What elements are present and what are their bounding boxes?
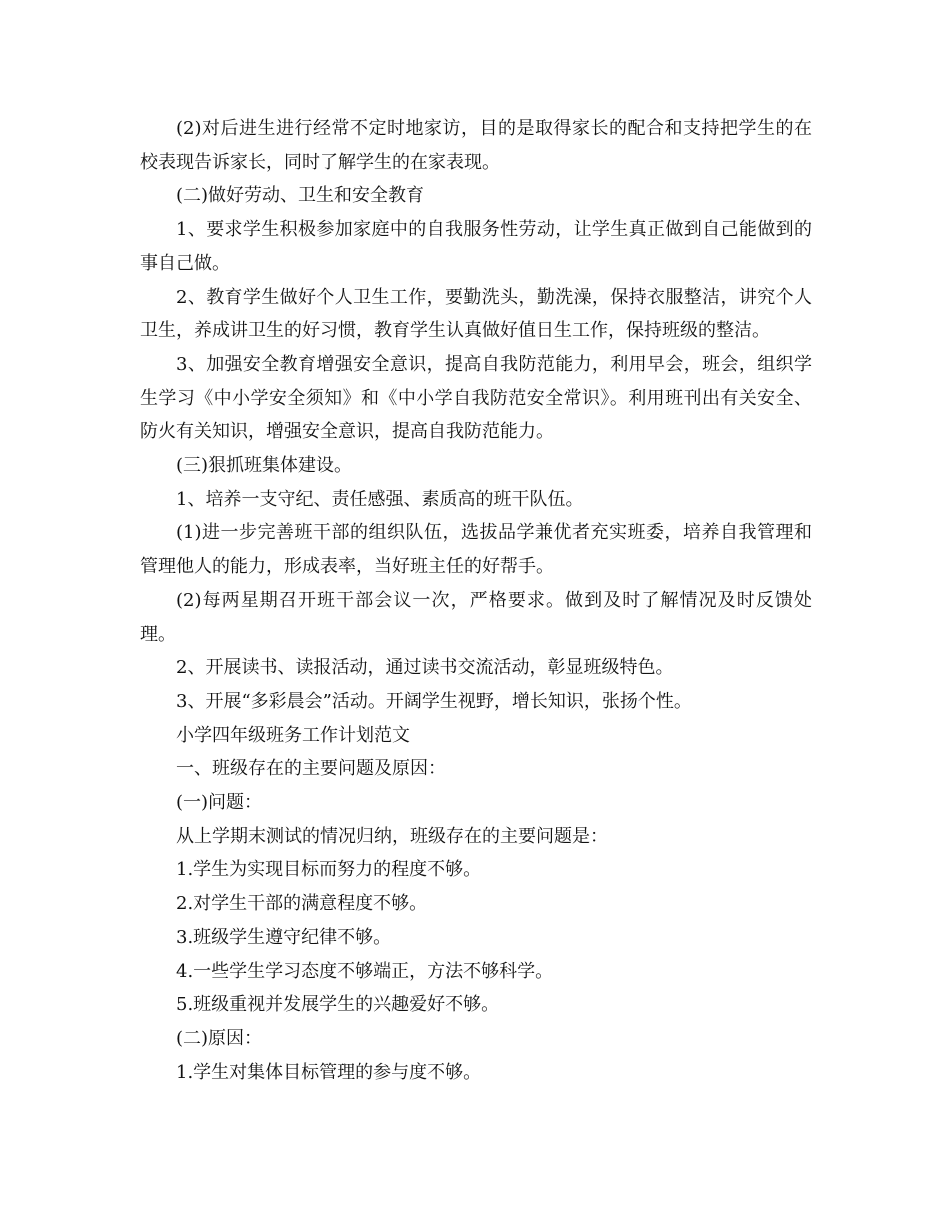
list-item: 4.一些学生学习态度不够端正，方法不够科学。 [176, 960, 554, 982]
paragraph: 3、加强安全教育增强安全意识，提高自我防范能力，利用早会，班会，组织学生学习《中小学安全须知》和《中小学自我防范安全常识》。利用班刊出有关安全、防火有关知识，增强安全意识，提高自我防范能力。 [140, 353, 812, 443]
list-item: 1.学生对集体目标管理的参与度不够。 [176, 1061, 482, 1083]
document-body [140, 112, 812, 1089]
paragraph: 3、开展“多彩晨会”活动。开阔学生视野，增长知识，张扬个性。 [176, 690, 692, 712]
paragraph: 2、教育学生做好个人卫生工作，要勤洗头，勤洗澡，保持衣服整洁，讲究个人卫生，养成讲卫生的好习惯，教育学生认真做好值日生工作，保持班级的整洁。 [140, 286, 812, 342]
section-heading: (一)问题： [176, 792, 263, 814]
paragraph: (2)每两星期召开班干部会议一次，严格要求。做到及时了解情况及时反馈处理。 [140, 589, 812, 645]
list-item: 1.学生为实现目标而努力的程度不够。 [176, 859, 482, 881]
section-heading: (二)做好劳动、卫生和安全教育 [176, 185, 425, 207]
paragraph: (2)对后进生进行经常不定时地家访，目的是取得家长的配合和支持把学生的在校表现告诉家长，同时了解学生的在家表现。 [140, 118, 812, 173]
paragraph: 1、培养一支守纪、责任感强、素质高的班干队伍。 [176, 488, 584, 510]
list-item: 2.对学生干部的满意程度不够。 [176, 893, 428, 915]
paragraph: 2、开展读书、读报活动，通过读书交流活动，彰显班级特色。 [176, 657, 674, 679]
list-item: 5.班级重视并发展学生的兴趣爱好不够。 [176, 994, 500, 1016]
paragraph: (1)进一步完善班干部的组织队伍，选拔品学兼优者充实班委，培养自我管理和管理他人的能力，形成表率，当好班主任的好帮手。 [140, 522, 812, 578]
section-heading: (二)原因： [176, 1027, 263, 1049]
list-item: 3.班级学生遵守纪律不够。 [176, 926, 392, 948]
section-heading: (三)狠抓班集体建设。 [176, 455, 353, 477]
section-heading: 一、班级存在的主要问题及原因： [176, 758, 446, 780]
paragraph: 从上学期末测试的情况归纳，班级存在的主要问题是： [176, 825, 608, 847]
document-title: 小学四年级班务工作计划范文 [176, 724, 410, 746]
paragraph: 1、要求学生积极参加家庭中的自我服务性劳动，让学生真正做到自己能做到的事自己做。 [140, 219, 812, 274]
